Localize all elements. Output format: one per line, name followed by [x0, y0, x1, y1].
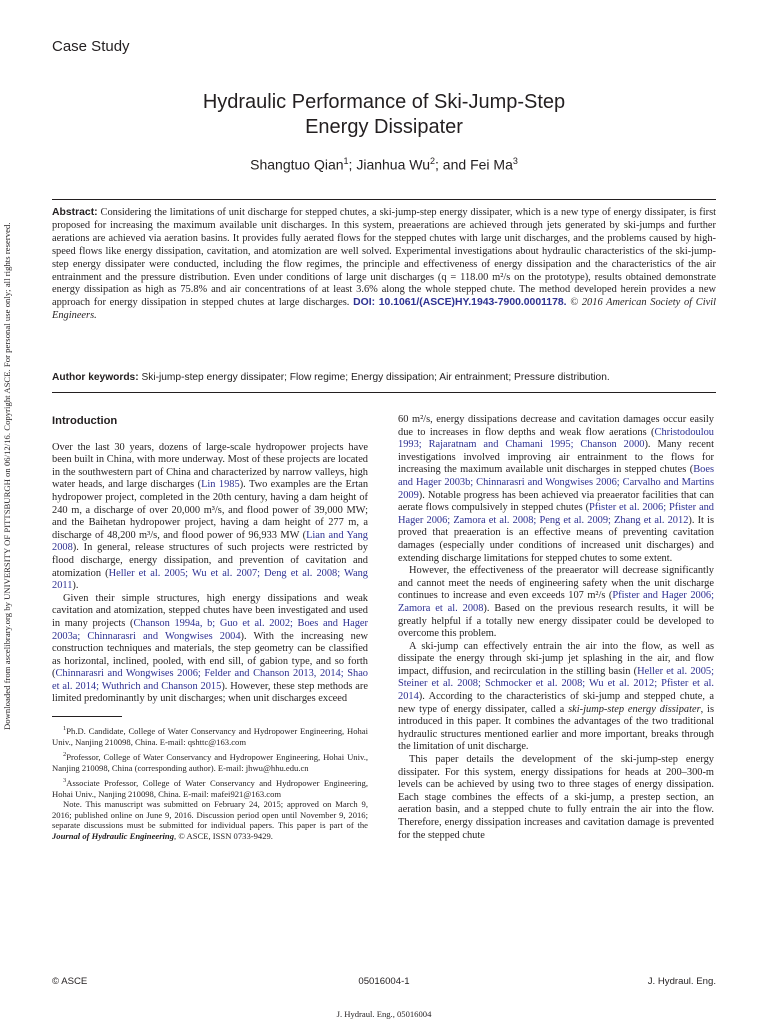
author-affiliation-marker: 3	[512, 156, 518, 166]
citation-link[interactable]: Christodoulou 1993; Rajaratnam and Chamani 1995; Chanson 2000	[398, 426, 714, 451]
doi-label: DOI:	[353, 297, 376, 309]
introduction-heading: Introduction	[52, 415, 118, 427]
footnote-marker: 3	[63, 777, 67, 785]
left-column	[52, 414, 368, 842]
abstract-text: Considering the limitations of unit discharge for stepped chutes, a ski-jump-step energy dissipater, which is a new type of energy dissipater, is first proposed for increasing the maximum available unit discharges. In this system, preaerations are achieved through jets generated by ski-jumps and further aerations are achieved via aeration basins. It provides fully aerated flows for the stepped chutes with large unit discharges, and the problems caused by high-speed flows like energy dissipation, cavitation, and atomization are well solved. Experimental investigations about hydraulic characteristics of the ski-jump-step energy dissipater were conducted, including the flow regimes, the principle and effectiveness of energy dissipation and the characteristics of the air entrainment and the pressure distribution. Even under conditions of large unit discharges (q = 118.00 m²/s on the prototype), results obtained demonstrate energy dissipation as high as 75.8% and air concentrations of at least 3.6% along the whole stepped chute. The method developed herein provides a new approach for energy dissipation in stepped chutes at large discharges.	[52, 207, 716, 309]
footnote-marker: 1	[63, 725, 67, 733]
download-notice-text: Downloaded from ascelibrary.org by UNIVERSITY OF PITTSBURGH on 06/12/16. Copyright ASCE. For personal use only; all rights reserved.	[2, 222, 12, 730]
citation-link[interactable]: Heller et al. 2005; Wu et al. 2007; Deng et al. 2008; Wang 2011	[52, 567, 368, 592]
citation-link[interactable]: Chanson 1994a, b; Guo et al. 2002; Boes and Hager 2003a; Chinnarasri and Wongwises 2004	[52, 617, 368, 642]
abstract-label: Abstract:	[52, 207, 98, 218]
footnotes	[52, 724, 368, 799]
citation-link[interactable]: Pfister et al. 2006; Pfister and Hager 2006; Zamora et al. 2008; Peng et al. 2009; Zhang et al. 2012	[398, 502, 714, 526]
citation-link[interactable]: Lin 1985	[201, 479, 240, 491]
citation-link[interactable]: Lian and Yang 2008	[52, 529, 368, 554]
author-list: Shangtuo Qian$^1$; Jianhua Wu$^2$; and Fei Ma$^3$	[250, 156, 518, 173]
right-column-paragraph: However, the effectiveness of the preaerator will decrease significantly and cannot meet the needs of engineering safety when the unit discharge continues to increase and even exceeds 107 m²/s (Pfister and Hager 2006; Zamora et al. 2008). Based on the previous research results, it will be greatly helpful if a totally new energy dissipater could be developed to overcome this problem.	[398, 565, 714, 640]
author-affiliation-marker: 2	[430, 156, 436, 166]
article-type-label: Case Study	[52, 38, 130, 55]
submission-note	[52, 799, 368, 841]
abstract-top-rule	[52, 199, 716, 200]
left-column-paragraph: Given their simple structures, high energy dissipations and weak cavitation and atomization, stepped chutes have been investigated and used in many projects (Chanson 1994a, b; Guo et al. 2002; Boes and Hager 2003a; Chinnarasri and Wongwises 2004). With the increasing new construction techniques and materials, the step geometry can be classified as horizontal, inclined, pooled, with end sill, of gabion type, and so forth (Chinnarasri and Wongwises 2006; Felder and Chanson 2013, 2014; Shao et al. 2014; Wuthrich and Chanson 2015). However, these step methods are limited predominantly by unit discharges; when unit discharges exceed	[52, 592, 368, 705]
copyright-notice: © 2016 American Society of Civil Engineers.	[52, 297, 716, 322]
author-name: Fei Ma	[470, 156, 513, 173]
author-name: Shangtuo Qian	[250, 156, 344, 173]
download-notice-sidebar	[0, 212, 16, 732]
affiliation-footnote: $^2$Professor, College of Water Conservancy and Hydropower Engineering, Hohai Univ., Nanjing 210098, China (corresponding author). E-mail: jhwu@hhu.edu.cn	[52, 751, 368, 773]
citation-link[interactable]: Chinnarasri and Wongwises 2006; Felder and Chanson 2013, 2014; Shao et al. 2014; Wuthrich and Chanson 2015	[52, 668, 368, 692]
title-line-1: Hydraulic Performance of Ski-Jump-Step	[202, 91, 566, 113]
citation-link[interactable]: Boes and Hager 2003b; Chinnarasri and Wongwises 2006; Carvalho and Martins 2009	[398, 464, 714, 501]
footer-page-id: 05016004-1	[358, 976, 410, 987]
footer-copyright: © ASCE	[52, 976, 88, 987]
emphasis-term: ski-jump-step energy dissipater	[568, 703, 701, 715]
keywords-text: Ski-jump-step energy dissipater; Flow regime; Energy dissipation; Air entrainment; Pressure distribution.	[141, 372, 610, 383]
abstract-block	[52, 207, 716, 323]
bottom-citation-line: J. Hydraul. Eng., 05016004	[336, 1009, 432, 1019]
left-column-paragraph: Over the last 30 years, dozens of large-scale hydropower projects have been built in China, with more underway. Most of these projects are located in the southwestern part of China and characterized by narrow valleys, high water heads, and large discharges (Lin 1985). Two examples are the Ertan hydropower project, completed in the 20th century, having a dam height of 240 m, a discharge of over 20,000 m³/s, and flood power of 39,000 MW; and the Baihetan hydropower project, having a dam height of 277 m, a discharge of 48,200 m³/s, and flood power of 96,933 MW (Lian and Yang 2008). In general, release structures of such projects were restricted by flood discharge, energy dissipation, and prevention of cavitation and atomization (Heller et al. 2005; Wu et al. 2007; Deng et al. 2008; Wang 2011).	[52, 441, 369, 592]
footer-journal: J. Hydraul. Eng.	[647, 976, 716, 987]
right-column	[398, 414, 714, 842]
doi-link[interactable]: 10.1061/(ASCE)HY.1943-7900.0001178.	[378, 297, 567, 309]
citation-link[interactable]: Pfister and Hager 2006; Zamora et al. 2008	[398, 590, 714, 614]
note-tail: , © ASCE, ISSN 0733-9429.	[174, 830, 273, 841]
abstract-bottom-rule	[52, 392, 716, 393]
article-title	[52, 90, 716, 140]
right-column-paragraph: 60 m²/s, energy dissipations decrease and cavitation damages occur easily due to increases in flow depths and weak flow aerations (Christodoulou 1993; Rajaratnam and Chamani 1995; Chanson 2000). Many recent investigations involved improving air entrainment to the flows for increasing the maximum available unit discharges in stepped chutes (Boes and Hager 2003b; Chinnarasri and Wongwises 2006; Carvalho and Martins 2009). Notable progress has been achieved via preaerator facilities that can aerate flows compulsively in stepped chutes (Pfister et al. 2006; Pfister and Hager 2006; Zamora et al. 2008; Peng et al. 2009; Zhang et al. 2012). It is proved that preaeration is an effective means of preventing cavitation damages (especially under conditions of increased unit discharges) and extending discharge limitations for stepped chutes to some extent.	[398, 414, 715, 564]
journal-name: Journal of Hydraulic Engineering	[52, 830, 175, 841]
author-keywords	[52, 372, 716, 383]
left-column-body	[52, 442, 368, 706]
citation-link[interactable]: Heller et al. 2005; Steiner et al. 2008; Schmocker et al. 2008; Wu et al. 2012; Pfister et al. 2014	[398, 665, 714, 703]
right-column-paragraph: A ski-jump can effectively entrain the air into the flow, as well as dissipate the energy through ski-jump jet splashing in the air, and flow impact, diffusion, and recirculation in the stilling basin (Heller et al. 2005; Steiner et al. 2008; Schmocker et al. 2008; Wu et al. 2012; Pfister et al. 2014). According to the characteristics of ski-jump and stepped chute, a new type of energy dissipater, called a ski-jump-step energy dissipater, is introduced in this paper. It combines the advantages of the two traditional hydraulic structures mentioned earlier and more important, breaks through the limitation of unit discharge.	[398, 640, 714, 753]
footnote-marker: 2	[63, 751, 67, 759]
affiliation-footnote: $^1$Ph.D. Candidate, College of Water Conservancy and Hydropower Engineering, Hohai Univ., Nanjing 210098, China. E-mail: qshttc@163.com	[52, 725, 368, 747]
footnote-rule	[52, 716, 122, 717]
note-text: Note. This manuscript was submitted on February 24, 2015; approved on March 9, 2016; published online on June 9, 2016. Discussion period open until November 9, 2016; separate discussions must be submitted for individual papers. This paper is part of the	[52, 799, 368, 831]
author-affiliation-marker: 1	[343, 156, 349, 166]
affiliation-footnote: $^3$Associate Professor, College of Water Conservancy and Hydropower Engineering, Hohai Univ., Nanjing 210098, China. E-mail: mafei921@163.com	[52, 777, 368, 799]
keywords-label: Author keywords:	[52, 372, 139, 383]
author-name: Jianhua Wu	[356, 156, 431, 173]
title-line-2: Energy Dissipater	[305, 116, 463, 138]
right-column-paragraph: This paper details the development of the ski-jump-step energy dissipater. For this system, energy dissipations for heads at 200–300-m levels can be achieved by using two to three stages of energy dissipation. Each stage combines the effects of a ski-jump, a prestep section, an aeration basin, and a stepped chute to fully entrain the air into the flow. Therefore, energy dissipation increases and cavitation damage is prevented for the stepped chute	[398, 754, 714, 841]
